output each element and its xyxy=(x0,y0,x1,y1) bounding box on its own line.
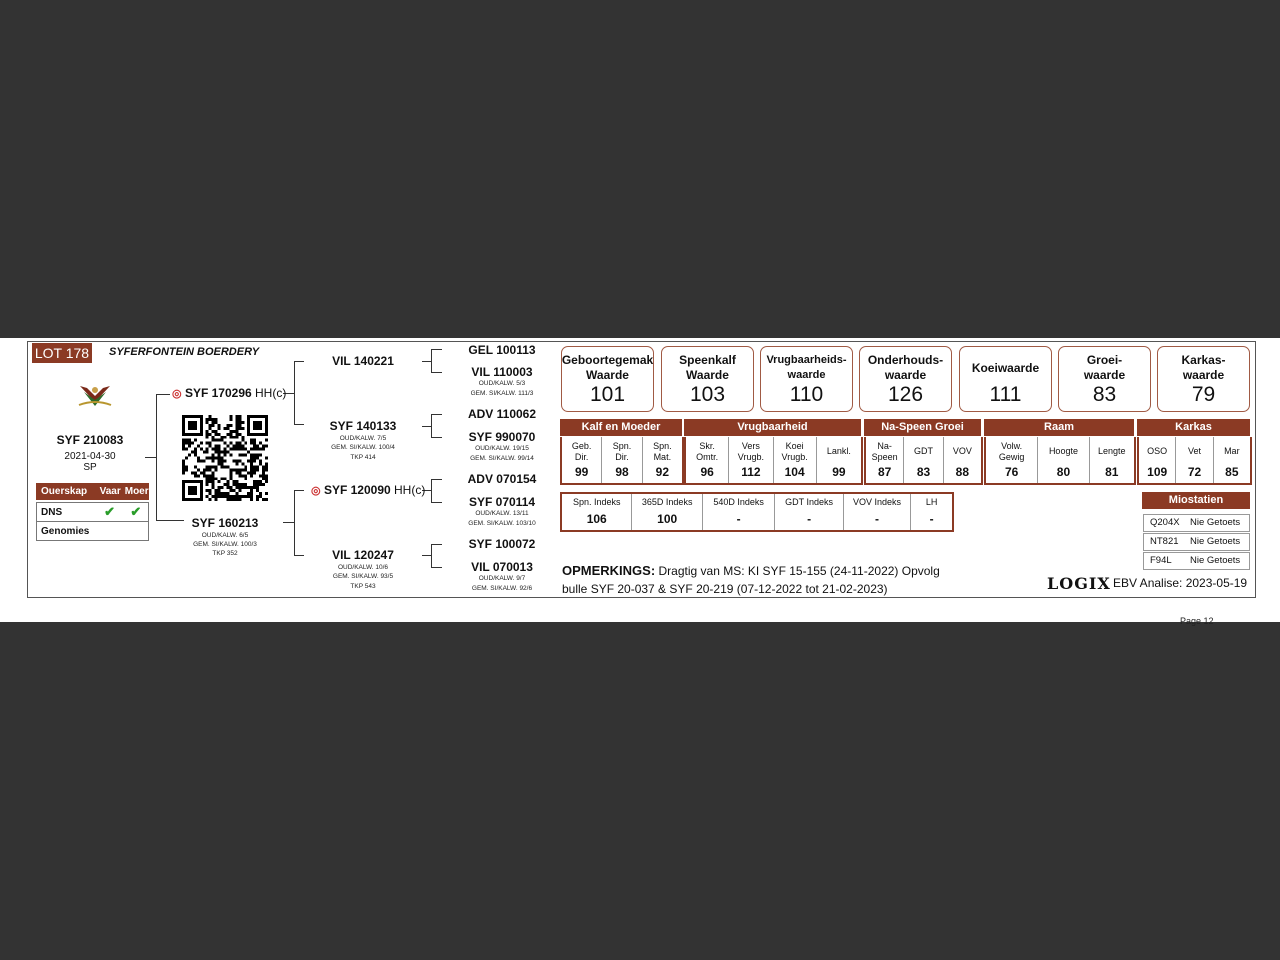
index-value: 106 xyxy=(586,512,607,526)
ssd-stat-2: GEM. SI/KALW. 111/3 xyxy=(470,390,534,397)
cell-value: 88 xyxy=(955,465,970,479)
index-cell xyxy=(632,494,702,530)
cell-value: 76 xyxy=(1004,465,1019,479)
ownership-header-moer: Moer xyxy=(124,486,149,497)
pedigree-line xyxy=(431,544,442,545)
cell-value: 81 xyxy=(1105,465,1119,479)
sdd-stat-2: GEM. SI/KALW. 99/14 xyxy=(470,455,534,462)
pedigree-line xyxy=(431,479,442,480)
myostatin-header: Miostatien xyxy=(1142,492,1250,509)
ownership-row-label: Genomies xyxy=(41,525,90,537)
cell-header: Na- xyxy=(877,440,892,451)
ds-id: SYF 120090 xyxy=(323,483,391,497)
pedigree-ss: VIL 140221 xyxy=(332,354,394,368)
ebv-cell xyxy=(602,437,642,483)
ebv-box-speenkalf xyxy=(661,346,754,412)
ebv-box-geboortegemak xyxy=(561,346,654,412)
cell-header: Skr. xyxy=(699,440,715,451)
pedigree-dd: VIL 120247 xyxy=(332,548,394,562)
ebv-value: 111 xyxy=(989,383,1022,406)
dsd-stat-1: OUD/KALW. 13/11 xyxy=(475,510,529,517)
pedigree-line xyxy=(294,361,304,362)
ebv-value: 110 xyxy=(789,383,824,406)
ownership-row-genomies xyxy=(37,521,148,540)
cell-header: Geb. xyxy=(571,440,592,451)
ebv-cell xyxy=(729,437,773,483)
dd-stat-2: GEM. SI/KALW. 93/5 xyxy=(332,573,394,580)
ebv-value: 83 xyxy=(1092,383,1117,406)
cell-value: 72 xyxy=(1187,465,1202,479)
group-table-raam xyxy=(984,437,1136,485)
cell-value: 109 xyxy=(1147,465,1168,479)
pedigree-line xyxy=(431,372,442,373)
cell-header: Vet xyxy=(1187,446,1201,456)
cell-value: 83 xyxy=(916,465,931,479)
myostatin-code: F94L xyxy=(1150,555,1172,566)
index-label: Spn. Indeks xyxy=(572,497,621,507)
cell-header: Lengte xyxy=(1098,446,1126,456)
ebv-label-1: Speenkalf xyxy=(679,353,736,367)
ddd-stat-2: GEM. SI/KALW. 92/6 xyxy=(471,585,533,592)
page-number: Page 12 xyxy=(1180,616,1214,626)
group-table-kalf-moeder xyxy=(560,437,684,485)
breeder-logo-icon xyxy=(76,382,114,410)
cell-header: Hoogte xyxy=(1048,446,1078,456)
index-value: 100 xyxy=(657,512,678,526)
moer-check-icon: ✔ xyxy=(130,504,142,519)
ebv-value: 101 xyxy=(589,383,626,406)
index-table xyxy=(560,492,954,532)
pedigree-dds: SYF 100072 xyxy=(468,537,536,551)
pedigree-ds xyxy=(311,483,425,497)
ebv-label-2: waarde xyxy=(1083,368,1126,382)
pedigree-line xyxy=(431,502,442,503)
pedigree-line xyxy=(431,437,442,438)
ebv-cell xyxy=(1214,437,1250,483)
ebv-cell xyxy=(686,437,729,483)
ebv-label-1: Groei- xyxy=(1086,353,1123,367)
pedigree-sire xyxy=(172,386,286,400)
pedigree-line xyxy=(431,414,442,415)
cell-header: Lankl. xyxy=(826,446,851,456)
ebv-box-groei xyxy=(1058,346,1151,412)
target-icon: ◎ xyxy=(172,388,182,400)
index-label: LH xyxy=(925,497,938,507)
cell-header: Vers xyxy=(741,440,760,451)
ebv-box-koeiwaarde xyxy=(959,346,1052,412)
ebv-label-2: waarde xyxy=(884,368,927,382)
cell-header: Speen xyxy=(871,451,898,462)
index-value: - xyxy=(929,512,934,526)
cell-header: Vrugb. xyxy=(737,451,764,462)
cell-header: GDT xyxy=(914,446,933,456)
ebv-label-2: waarde xyxy=(787,369,826,381)
cell-value: 87 xyxy=(877,465,892,479)
cell-header: Vrugb. xyxy=(781,451,808,462)
cell-header: VOV xyxy=(952,446,972,456)
pedigree-line xyxy=(431,349,442,350)
logix-logo: LOGIX xyxy=(1047,574,1111,593)
ebv-cell xyxy=(817,437,861,483)
group-header-raam: Raam xyxy=(984,419,1134,436)
ebv-label-1: Karkas- xyxy=(1181,353,1226,367)
ebv-label-1: Vrugbaarheids- xyxy=(766,354,847,366)
index-cell xyxy=(562,494,632,530)
remarks xyxy=(562,562,942,598)
ownership-header-vaar: Vaar xyxy=(99,486,121,497)
cell-header: Gewig xyxy=(998,451,1025,462)
ebv-cell xyxy=(944,437,981,483)
qr-code-icon xyxy=(182,415,268,501)
dam-stat-3: TKP 352 xyxy=(212,550,238,557)
dsd-stat-2: GEM. SI/KALW. 103/10 xyxy=(468,520,536,527)
pedigree-dsd: SYF 070114 xyxy=(468,495,536,509)
animal-id: SYF 210083 xyxy=(56,433,124,447)
lot-badge: LOT 178 xyxy=(32,343,92,363)
ebv-cell xyxy=(986,437,1038,483)
ds-suffix: HH(c) xyxy=(394,483,426,497)
sire-suffix: HH(c) xyxy=(255,386,287,400)
pedigree-line xyxy=(156,394,157,521)
cell-header: OSO xyxy=(1147,446,1168,456)
myostatin-code: NT821 xyxy=(1150,536,1179,547)
cell-header: Dir. xyxy=(615,451,629,462)
ownership-header-ouerskap: Ouerskap xyxy=(41,486,88,497)
ownership-header xyxy=(36,483,149,500)
cell-header: Mat. xyxy=(653,451,672,462)
ebv-value: 103 xyxy=(689,383,726,406)
ebv-label-1: Onderhouds- xyxy=(867,353,944,367)
vaar-check-icon: ✔ xyxy=(104,504,115,519)
pedigree-dss: ADV 070154 xyxy=(467,472,537,486)
breed-code: SP xyxy=(83,462,97,473)
sd-stat-3: TKP 414 xyxy=(350,454,376,461)
pedigree-line xyxy=(294,555,304,556)
cell-header: Omtr. xyxy=(696,451,719,462)
myostatin-result: Nie Getoets xyxy=(1190,555,1241,566)
ebv-cell xyxy=(1139,437,1176,483)
cell-value: 99 xyxy=(574,465,589,479)
ebv-cell xyxy=(774,437,817,483)
ebv-box-vrugbaarheid xyxy=(760,346,853,412)
ebv-label-2: Waarde xyxy=(586,368,629,382)
pedigree-ssd: VIL 110003 xyxy=(471,365,533,379)
pedigree-sd: SYF 140133 xyxy=(329,419,397,433)
ebv-cell xyxy=(1176,437,1213,483)
cell-value: 80 xyxy=(1056,465,1071,479)
pedigree-line xyxy=(294,490,304,491)
cell-header: Koei xyxy=(785,440,804,451)
pedigree-sds: ADV 110062 xyxy=(467,407,537,421)
cell-value: 96 xyxy=(700,465,714,479)
cell-value: 85 xyxy=(1225,465,1239,479)
ebv-label-2: Waarde xyxy=(686,368,729,382)
target-icon: ◎ xyxy=(311,485,321,497)
birth-date: 2021-04-30 xyxy=(64,451,116,462)
pedigree-line xyxy=(294,361,295,425)
sd-stat-1: OUD/KALW. 7/5 xyxy=(339,435,387,442)
myostatin-result: Nie Getoets xyxy=(1190,536,1241,547)
remarks-text: Dragtig van MS: KI SYF 15-155 (24-11-2022) Opvolg bulle SYF 20-037 & SYF 20-219 (07-12-2022 tot 21-02-2023) xyxy=(562,564,940,596)
ownership-row-dns xyxy=(37,503,148,521)
cell-value: 98 xyxy=(615,465,629,479)
ebv-box-onderhoud xyxy=(859,346,952,412)
sd-stat-2: GEM. SI/KALW. 100/4 xyxy=(331,444,395,451)
cell-value: 112 xyxy=(741,465,761,479)
pedigree-line xyxy=(431,544,432,568)
ebv-label-2: waarde xyxy=(1182,368,1225,382)
farm-name: SYFERFONTEIN BOERDERY xyxy=(109,346,260,358)
index-label: 365D Indeks xyxy=(641,497,693,507)
pedigree-dam: SYF 160213 xyxy=(191,516,259,530)
pedigree-sss: GEL 100113 xyxy=(468,343,536,357)
pedigree-line xyxy=(294,490,295,556)
ebv-cell xyxy=(562,437,602,483)
index-value: - xyxy=(875,512,880,526)
ebv-value: 126 xyxy=(887,383,924,406)
pedigree-line xyxy=(431,349,432,373)
index-value: - xyxy=(807,512,812,526)
pedigree-ddd: VIL 070013 xyxy=(471,560,533,574)
index-value: - xyxy=(736,512,741,526)
ebv-cell xyxy=(1038,437,1089,483)
cell-header: Spn. xyxy=(612,440,632,451)
sire-id: SYF 170296 xyxy=(184,386,252,400)
ebv-analysis-date: EBV Analise: 2023-05-19 xyxy=(1113,576,1248,590)
myostatin-row xyxy=(1143,514,1250,532)
myostatin-result: Nie Getoets xyxy=(1190,517,1241,528)
group-table-karkas xyxy=(1137,437,1252,485)
pedigree-sdd: SYF 990070 xyxy=(468,430,536,444)
index-label: 540D Indeks xyxy=(713,497,764,507)
ebv-label-1: Geboortegemak xyxy=(561,353,654,367)
ebv-value: 79 xyxy=(1191,383,1216,406)
ownership-table xyxy=(36,502,149,541)
pedigree-line xyxy=(431,479,432,503)
pedigree-line xyxy=(294,424,304,425)
myostatin-code: Q204X xyxy=(1150,517,1180,528)
cell-value: 104 xyxy=(784,465,805,479)
sdd-stat-1: OUD/KALW. 19/15 xyxy=(475,445,529,452)
dd-stat-1: OUD/KALW. 10/6 xyxy=(337,564,389,571)
ebv-label-1: Koeiwaarde xyxy=(971,360,1040,375)
index-label: VOV Indeks xyxy=(853,497,902,507)
group-header-vrugbaarheid: Vrugbaarheid xyxy=(684,419,861,436)
group-header-na-speen: Na-Speen Groei xyxy=(864,419,981,436)
cell-value: 92 xyxy=(655,465,669,479)
pedigree-line xyxy=(431,414,432,438)
ebv-box-karkas xyxy=(1157,346,1250,412)
cell-value: 99 xyxy=(832,465,846,479)
cell-header: Mar xyxy=(1224,446,1240,456)
ownership-row-label: DNS xyxy=(41,506,63,518)
cell-header: Volw. xyxy=(1001,440,1023,451)
ebv-cell xyxy=(1090,437,1134,483)
dam-stat-2: GEM. SI/KALW. 100/3 xyxy=(193,541,257,548)
group-table-na-speen xyxy=(864,437,983,485)
index-cell xyxy=(844,494,911,530)
dd-stat-3: TKP 543 xyxy=(350,583,376,590)
index-cell xyxy=(911,494,952,530)
ssd-stat-1: OUD/KALW. 5/3 xyxy=(478,380,526,387)
group-table-vrugbaarheid xyxy=(684,437,863,485)
cell-header: Spn. xyxy=(653,440,672,451)
ebv-cell xyxy=(904,437,943,483)
ebv-cell xyxy=(866,437,904,483)
pedigree-line xyxy=(431,567,442,568)
index-label: GDT Indeks xyxy=(785,497,833,507)
dam-stat-1: OUD/KALW. 6/5 xyxy=(201,532,249,539)
group-header-kalf-moeder: Kalf en Moeder xyxy=(560,419,682,436)
cell-header: Dir. xyxy=(574,451,589,462)
myostatin-row xyxy=(1143,533,1250,551)
ddd-stat-1: OUD/KALW. 9/7 xyxy=(478,575,526,582)
myostatin-row xyxy=(1143,552,1250,570)
index-cell xyxy=(775,494,843,530)
pedigree-line xyxy=(156,394,170,395)
remarks-label: OPMERKINGS: xyxy=(562,563,656,578)
index-cell xyxy=(703,494,775,530)
ebv-cell xyxy=(643,437,682,483)
group-header-karkas: Karkas xyxy=(1137,419,1250,436)
